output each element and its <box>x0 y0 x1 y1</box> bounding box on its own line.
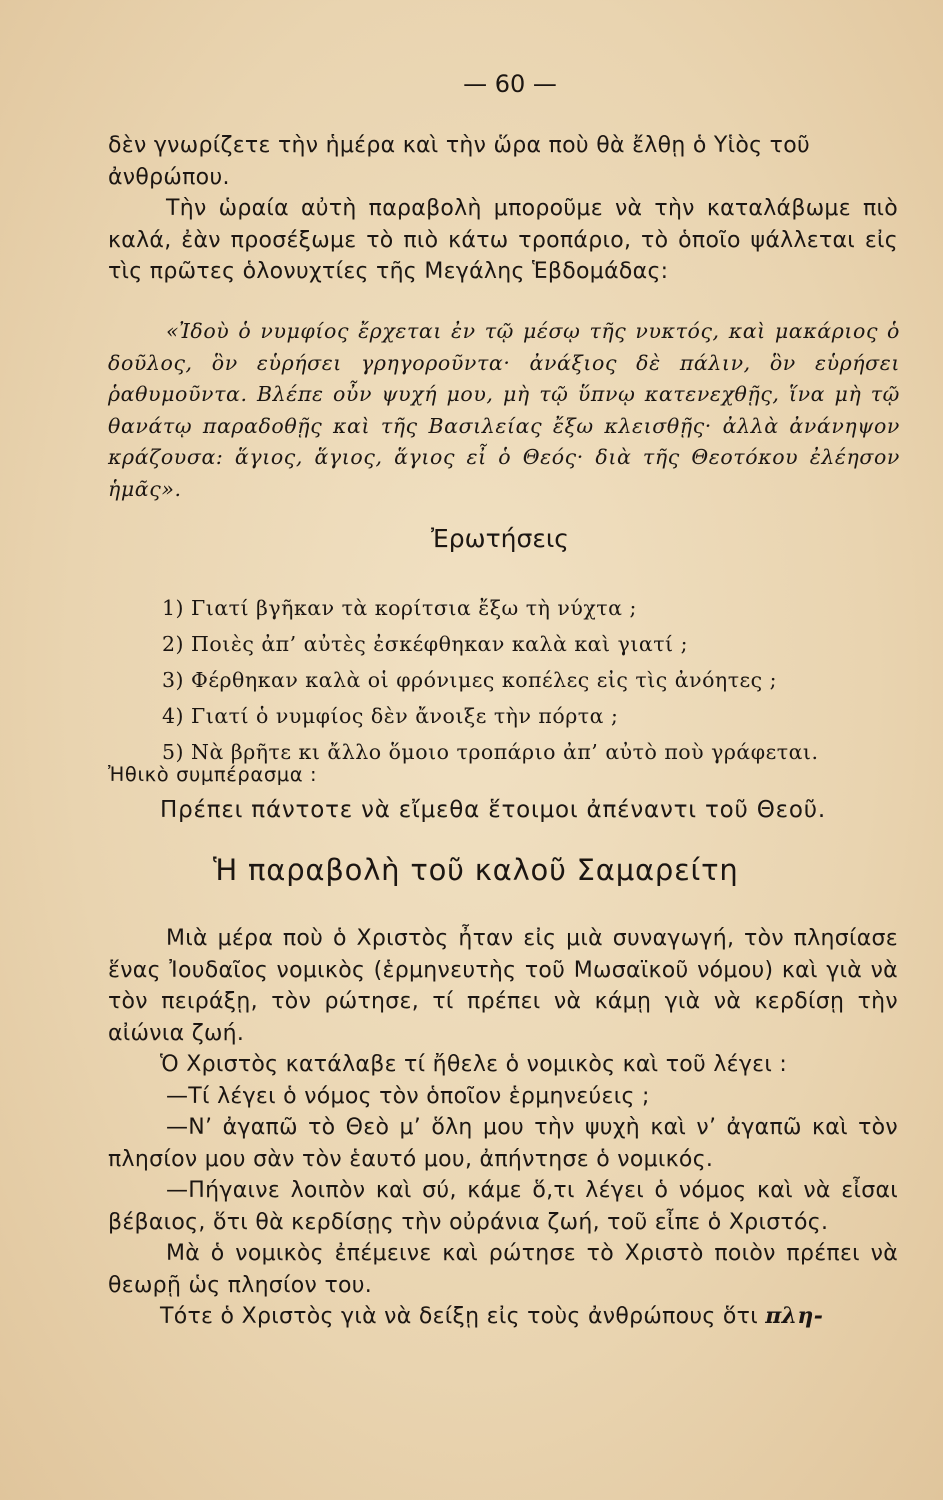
intro-paragraph: Τὴν ὡραία αὐτὴ παραβολὴ μποροῦμε νὰ τὴν καταλάβωμε πιὸ καλά, ἐὰν προσέξωμε τὸ πιὸ κάτω τροπάριο, τὸ ὁποῖο ψάλλεται εἰς τὶς πρῶτες ὁλονυχτίες τῆς Μεγάλης Ἑβδομάδας: <box>108 196 898 284</box>
question-item: 2) Ποιὲς ἀπ’ αὐτὲς ἐσκέφθηκαν καλὰ καὶ γιατί ; <box>162 632 689 656</box>
story-paragraph: —Τί λέγει ὁ νόμος τὸν ὁποῖον ἑρμηνεύεις ; <box>166 1083 650 1109</box>
last-line-hyphenated-word: πλη- <box>765 1303 824 1329</box>
intro-line: δὲν γνωρίζετε τὴν ἡμέρα καὶ τὴν ὥρα ποὺ θὰ ἔλθῃ ὁ Υἱὸς τοῦ <box>108 133 811 158</box>
story-block <box>108 923 898 1333</box>
story-paragraph: Μὰ ὁ νομικὸς ἐπέμεινε καὶ ρώτησε τὸ Χριστὸ ποιὸν πρέπει νὰ θεωρῇ ὡς πλησίον του. <box>108 1241 898 1298</box>
story-paragraph: Μιὰ μέρα ποὺ ὁ Χριστὸς ἦταν εἰς μιὰ συναγωγή, τὸν πλησίασε ἕνας Ἰουδαῖος νομικὸς (ἑρμηνευτὴς τοῦ Μωσαϊκοῦ νόμου) καὶ γιὰ νὰ τὸν πειράξῃ, τὸν ρώτησε, τί πρέπει νὰ κάμῃ γιὰ νὰ κερδίσῃ τὴν αἰώνια ζωή. <box>108 926 898 1046</box>
intro-block <box>108 130 898 288</box>
story-paragraph: —Ν’ ἀγαπῶ τὸ Θεὸ μ’ ὅλη μου τὴν ψυχὴ καὶ ν’ ἀγαπῶ καὶ τὸν πλησίον μου σὰν τὸν ἑαυτό μου, ἀπήντησε ὁ νομικός. <box>108 1115 898 1172</box>
question-item: 4) Γιατί ὁ νυμφίος δὲν ἄνοιξε τὴν πόρτα ; <box>162 704 619 728</box>
questions-heading: Ἐρωτήσεις <box>431 524 569 553</box>
moral-label: Ἠθικὸ συμπέρασμα : <box>108 763 318 786</box>
question-item: 1) Γιατί βγῆκαν τὰ κορίτσια ἔξω τὴ νύχτα ; <box>162 596 637 620</box>
question-item: 3) Φέρθηκαν καλὰ οἱ φρόνιμες κοπέλες εἰς τὶς ἀνόητες ; <box>162 668 778 692</box>
last-line-text: Τότε ὁ Χριστὸς γιὰ νὰ δείξῃ εἰς τοὺς ἀνθρώπους ὅτι <box>160 1304 758 1329</box>
story-last-line <box>108 1301 898 1333</box>
story-paragraph: Ὁ Χριστὸς κατάλαβε τί ἤθελε ὁ νομικὸς καὶ τοῦ λέγει : <box>160 1052 788 1077</box>
troparion-quote: «Ἰδοὺ ὁ νυμφίος ἔρχεται ἐν τῷ μέσῳ τῆς νυκτός, καὶ μακάριος ὁ δοῦλος, ὃν εὑρήσει γρηγοροῦντα· ἀνάξιος δὲ πάλιν, ὃν εὑρήσει ῥαθυμοῦντα. Βλέπε οὖν ψυχή μου, μὴ τῷ ὕπνῳ κατενεχθῇς, ἵνα μὴ τῷ θανάτῳ παραδοθῇς καὶ τῆς Βασιλείας ἔξω κλεισθῇς· ἀλλὰ ἀνάνηψον κράζουσα: ἅγιος, ἅγιος, ἅγιος εἶ ὁ Θεός· διὰ τῆς Θεοτόκου ἐλέησον ἡμᾶς». <box>108 319 900 501</box>
questions-list <box>162 590 818 770</box>
section-title: Ἡ παραβολὴ τοῦ καλοῦ Σαμαρείτη <box>213 853 739 887</box>
moral-text: Πρέπει πάντοτε νὰ εἴμεθα ἕτοιμοι ἀπέναντι τοῦ Θεοῦ. <box>160 797 826 823</box>
story-paragraph: —Πήγαινε λοιπὸν καὶ σύ, κάμε ὅ,τι λέγει ὁ νόμος καὶ νὰ εἶσαι βέβαιος, ὅτι θὰ κερδίσῃς τὴν οὐράνια ζωή, τοῦ εἶπε ὁ Χριστός. <box>108 1178 898 1235</box>
troparion-block <box>108 316 900 505</box>
question-item: 5) Νὰ βρῆτε κι ἄλλο ὅμοιο τροπάριο ἀπ’ αὐτὸ ποὺ γράφεται. <box>162 740 819 764</box>
intro-line: ἀνθρώπου. <box>108 164 230 190</box>
page-number: — 60 — <box>463 70 557 98</box>
